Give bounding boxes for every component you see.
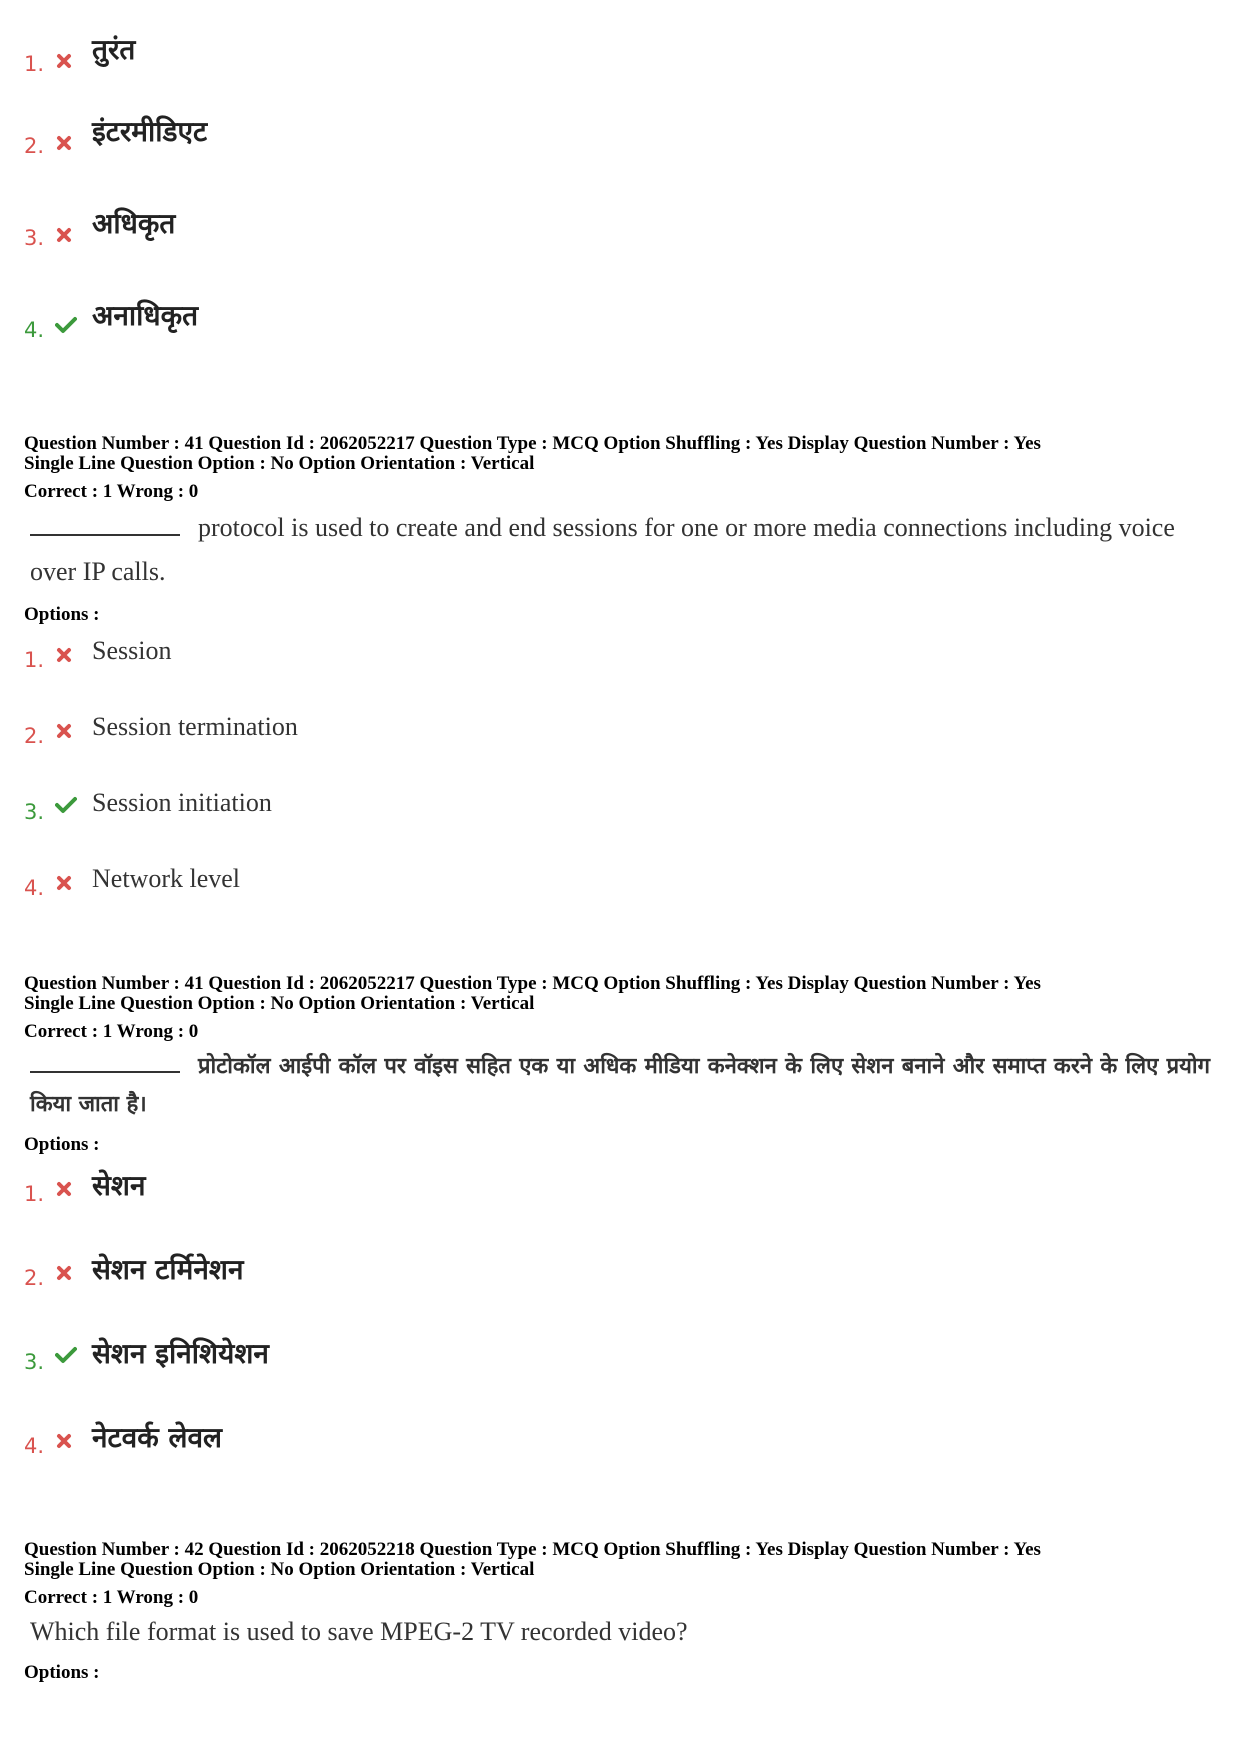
question-meta — [24, 1540, 1214, 1608]
option-number: 3. — [24, 1350, 45, 1374]
option-row[interactable] — [24, 1418, 1124, 1468]
question-text — [30, 1048, 1210, 1124]
check-icon — [55, 316, 77, 334]
meta-line-3: Correct : 1 Wrong : 0 — [24, 1021, 199, 1042]
cross-icon — [55, 1180, 73, 1198]
check-icon — [55, 796, 77, 814]
meta-line-1: Question Number : 41 Question Id : 2062052217 Question Type : MCQ Option Shuffling : Yes Display Question Number : Yes — [24, 433, 1041, 454]
cross-icon — [55, 1264, 73, 1282]
fill-blank — [30, 1071, 180, 1073]
fill-blank — [30, 534, 180, 536]
option-text: इंटरमीडिएट — [92, 115, 208, 148]
option-text: अनाधिकृत — [92, 299, 199, 332]
question-text: Which file format is used to save MPEG-2 TV recorded video? — [30, 1617, 688, 1646]
question-text-body: protocol is used to create and end sessions for one or more media connections including voice over IP calls. — [30, 513, 1175, 586]
option-row[interactable] — [24, 1334, 1124, 1384]
option-text: Session — [92, 636, 172, 665]
option-text: नेटवर्क लेवल — [92, 1421, 223, 1454]
question-meta — [24, 434, 1214, 502]
cross-icon — [55, 52, 73, 70]
option-row[interactable] — [24, 112, 1124, 162]
meta-line-2: Single Line Question Option : No Option Orientation : Vertical — [24, 453, 535, 474]
question-text — [30, 506, 1210, 594]
options-label: Options : — [24, 604, 100, 625]
meta-line-1: Question Number : 42 Question Id : 2062052218 Question Type : MCQ Option Shuffling : Yes Display Question Number : Yes — [24, 1539, 1041, 1560]
cross-icon — [55, 874, 73, 892]
question-text-body: प्रोटोकॉल आईपी कॉल पर वॉइस सहित एक या अधिक मीडिया कनेक्शन के लिए सेशन बनाने और समाप्त करने के लिए प्रयोग किया जाता है। — [30, 1054, 1210, 1117]
option-row[interactable] — [24, 712, 1124, 762]
option-text: Session termination — [92, 712, 298, 741]
option-text: तुरंत — [92, 33, 136, 66]
meta-line-3: Correct : 1 Wrong : 0 — [24, 1587, 199, 1608]
option-row[interactable] — [24, 864, 1124, 914]
option-number: 4. — [24, 318, 45, 342]
option-number: 1. — [24, 1182, 45, 1206]
cross-icon — [55, 722, 73, 740]
option-text: Session initiation — [92, 788, 272, 817]
check-icon — [55, 1346, 77, 1364]
option-number: 4. — [24, 876, 45, 900]
option-number: 1. — [24, 648, 45, 672]
option-row[interactable] — [24, 788, 1124, 838]
option-number: 2. — [24, 1266, 45, 1290]
question-meta — [24, 974, 1214, 1042]
option-row[interactable] — [24, 204, 1124, 254]
meta-line-3: Correct : 1 Wrong : 0 — [24, 481, 199, 502]
option-text: सेशन इनिशियेशन — [92, 1337, 269, 1370]
option-text: सेशन टर्मिनेशन — [92, 1253, 244, 1286]
option-text: अधिकृत — [92, 207, 176, 240]
option-number: 3. — [24, 800, 45, 824]
option-number: 2. — [24, 134, 45, 158]
cross-icon — [55, 1432, 73, 1450]
option-text: Network level — [92, 864, 241, 893]
option-number: 4. — [24, 1434, 45, 1458]
options-label: Options : — [24, 1134, 100, 1155]
option-row[interactable] — [24, 1166, 1124, 1216]
options-label: Options : — [24, 1662, 100, 1683]
option-row[interactable] — [24, 30, 1124, 80]
meta-line-2: Single Line Question Option : No Option Orientation : Vertical — [24, 1559, 535, 1580]
option-row[interactable] — [24, 1250, 1124, 1300]
option-number: 2. — [24, 724, 45, 748]
option-number: 1. — [24, 52, 45, 76]
option-text: सेशन — [92, 1169, 146, 1202]
option-number: 3. — [24, 226, 45, 250]
cross-icon — [55, 226, 73, 244]
option-row[interactable] — [24, 636, 1124, 686]
option-row[interactable] — [24, 296, 1124, 346]
cross-icon — [55, 646, 73, 664]
meta-line-2: Single Line Question Option : No Option Orientation : Vertical — [24, 993, 535, 1014]
meta-line-1: Question Number : 41 Question Id : 2062052217 Question Type : MCQ Option Shuffling : Yes Display Question Number : Yes — [24, 973, 1041, 994]
cross-icon — [55, 134, 73, 152]
